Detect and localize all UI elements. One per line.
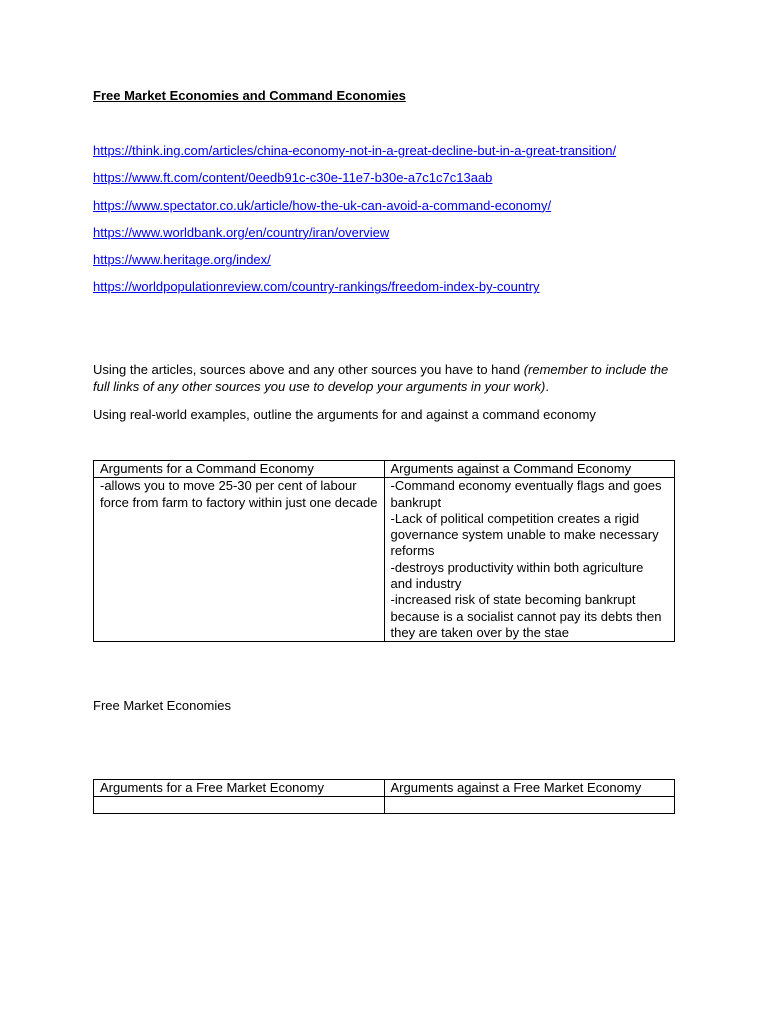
command-for-header: Arguments for a Command Economy <box>94 461 385 478</box>
command-against-item: -destroys productivity within both agriculture and industry <box>390 559 644 592</box>
free-against-header: Arguments against a Free Market Economy <box>384 780 675 797</box>
source-links <box>93 142 693 306</box>
command-against-item: -Lack of political competition creates a rigid governance system unable to make necessary reforms <box>390 510 659 559</box>
free-market-heading: Free Market Economies <box>93 698 231 713</box>
free-against-cell[interactable] <box>384 797 675 814</box>
free-market-table <box>93 779 675 814</box>
instructions-note: (remember to include the full links of any other sources you use to develop your arguments in your work) <box>93 362 669 394</box>
free-for-header: Arguments for a Free Market Economy <box>94 780 385 797</box>
command-against-cell[interactable] <box>384 478 675 642</box>
command-against-item: -increased risk of state becoming bankrupt because is a socialist cannot pay its debts then they are taken over by the stae <box>390 592 662 640</box>
task-paragraph: Using real-world examples, outline the arguments for and against a command economy <box>93 407 596 422</box>
instructions-end: . <box>545 379 549 394</box>
command-economy-table <box>93 460 675 642</box>
command-against-header: Arguments against a Command Economy <box>384 461 675 478</box>
source-link-worldpopulationreview[interactable]: https://worldpopulationreview.com/country-rankings/freedom-index-by-country <box>93 279 540 295</box>
instructions-intro: Using the articles, sources above and any other sources you have to hand <box>93 362 524 377</box>
source-link-ft[interactable]: https://www.ft.com/content/0eedb91c-c30e-11e7-b30e-a7c1c7c13aab <box>93 170 493 186</box>
command-for-item: -allows you to move 25-30 per cent of labour force from farm to factory within just one decade <box>100 478 378 510</box>
source-link-worldbank[interactable]: https://www.worldbank.org/en/country/iran/overview <box>93 224 390 240</box>
free-for-cell[interactable] <box>94 797 385 814</box>
command-against-item: -Command economy eventually flags and goes bankrupt <box>390 478 662 510</box>
command-for-cell[interactable] <box>94 478 385 642</box>
source-link-spectator[interactable]: https://www.spectator.co.uk/article/how-the-uk-can-avoid-a-command-economy/ <box>93 197 552 213</box>
instructions-paragraph <box>93 361 675 395</box>
document-title: Free Market Economies and Command Economies <box>93 88 406 103</box>
source-link-ing[interactable]: https://think.ing.com/articles/china-economy-not-in-a-great-decline-but-in-a-great-transition/ <box>93 143 617 158</box>
source-link-heritage[interactable]: https://www.heritage.org/index/ <box>93 252 271 268</box>
